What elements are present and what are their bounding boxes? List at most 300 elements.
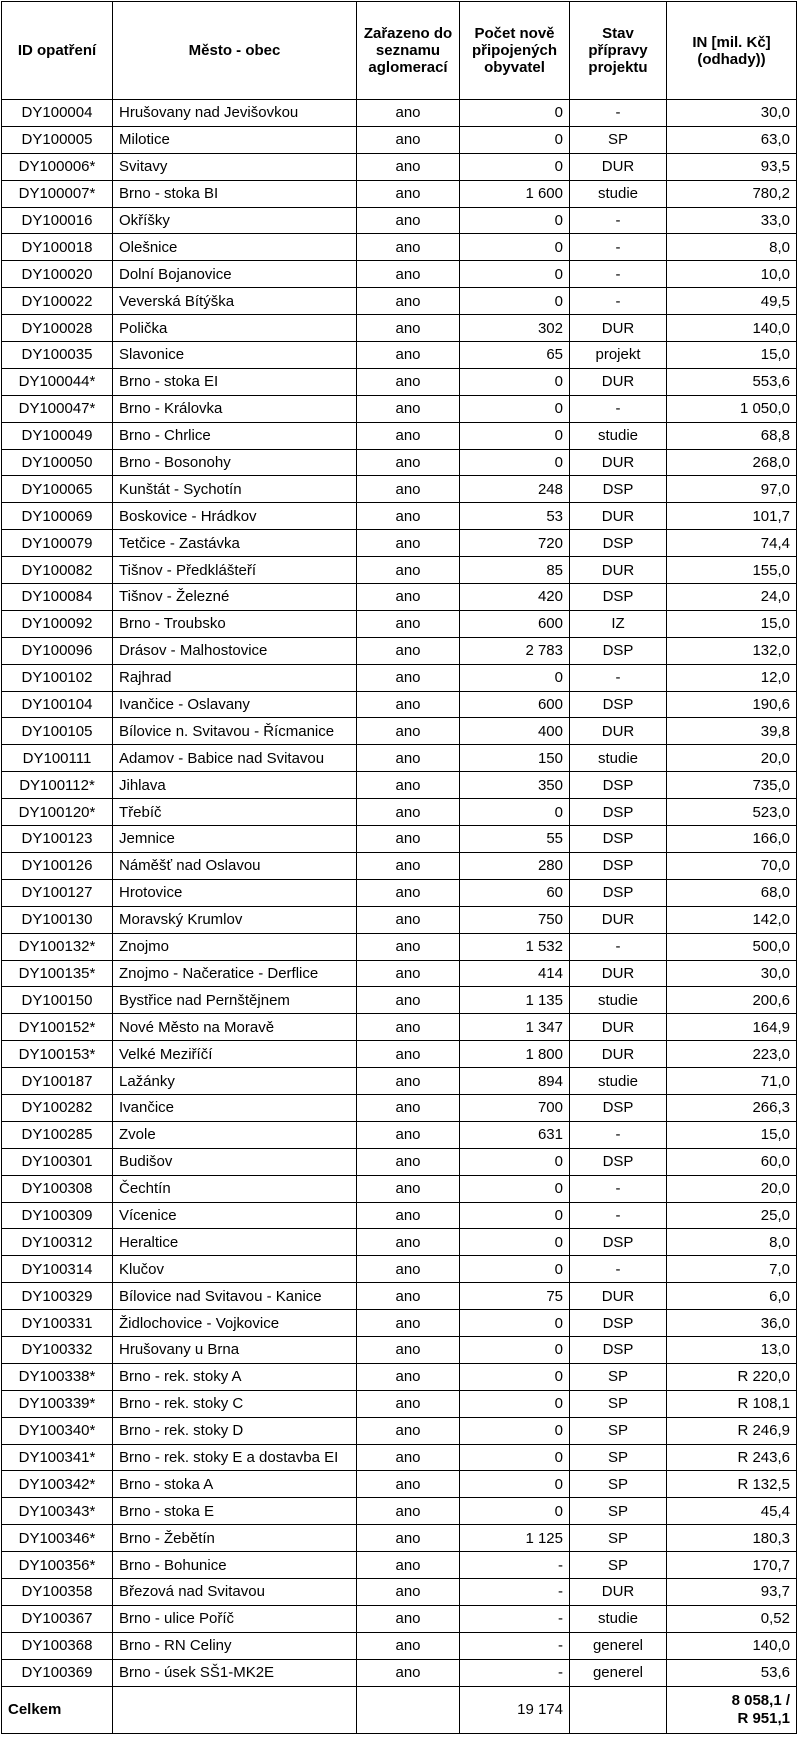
table-row <box>2 1632 797 1659</box>
cell-in: 15,0 <box>667 1121 797 1148</box>
cell-pocet: 0 <box>460 1390 570 1417</box>
header-id: ID opatření <box>2 2 113 100</box>
cell-stav: - <box>570 234 667 261</box>
cell-mesto: Brno - rek. stoky C <box>113 1390 357 1417</box>
table-header <box>2 2 797 100</box>
cell-pocet: 0 <box>460 1175 570 1202</box>
cell-stav: - <box>570 933 667 960</box>
cell-in: 60,0 <box>667 1148 797 1175</box>
cell-id: DY100047* <box>2 395 113 422</box>
total-empty-cell <box>570 1686 667 1733</box>
cell-id: DY100016 <box>2 207 113 234</box>
cell-zarazeno: ano <box>357 476 460 503</box>
cell-mesto: Budišov <box>113 1148 357 1175</box>
cell-in: 132,0 <box>667 637 797 664</box>
cell-stav: studie <box>570 1068 667 1095</box>
cell-mesto: Náměšť nad Oslavou <box>113 852 357 879</box>
cell-stav: DSP <box>570 637 667 664</box>
cell-stav: SP <box>570 1498 667 1525</box>
cell-in: 20,0 <box>667 745 797 772</box>
cell-id: DY100187 <box>2 1068 113 1095</box>
total-row <box>2 1686 797 1733</box>
cell-mesto: Moravský Krumlov <box>113 906 357 933</box>
cell-stav: DUR <box>570 153 667 180</box>
cell-id: DY100082 <box>2 557 113 584</box>
table-row <box>2 1417 797 1444</box>
cell-id: DY100341* <box>2 1444 113 1471</box>
cell-pocet: - <box>460 1632 570 1659</box>
cell-pocet: 0 <box>460 1363 570 1390</box>
cell-mesto: Olešnice <box>113 234 357 261</box>
cell-id: DY100329 <box>2 1283 113 1310</box>
cell-mesto: Brno - Chrlice <box>113 422 357 449</box>
cell-zarazeno: ano <box>357 1444 460 1471</box>
table-row <box>2 422 797 449</box>
cell-mesto: Tišnov - Železné <box>113 584 357 611</box>
cell-stav: DSP <box>570 772 667 799</box>
cell-stav: studie <box>570 987 667 1014</box>
cell-mesto: Třebíč <box>113 799 357 826</box>
cell-id: DY100105 <box>2 718 113 745</box>
cell-in: 20,0 <box>667 1175 797 1202</box>
cell-mesto: Milotice <box>113 126 357 153</box>
cell-id: DY100150 <box>2 987 113 1014</box>
table-row <box>2 610 797 637</box>
cell-mesto: Bílovice nad Svitavou - Kanice <box>113 1283 357 1310</box>
cell-id: DY100007* <box>2 180 113 207</box>
cell-pocet: 0 <box>460 234 570 261</box>
cell-in: 24,0 <box>667 584 797 611</box>
cell-zarazeno: ano <box>357 664 460 691</box>
cell-stav: DUR <box>570 1578 667 1605</box>
cell-zarazeno: ano <box>357 826 460 853</box>
cell-stav: studie <box>570 180 667 207</box>
cell-zarazeno: ano <box>357 1014 460 1041</box>
table-row <box>2 1605 797 1632</box>
cell-stav: DSP <box>570 476 667 503</box>
table-row <box>2 960 797 987</box>
cell-in: 164,9 <box>667 1014 797 1041</box>
cell-mesto: Brno - úsek SŠ1-MK2E <box>113 1659 357 1686</box>
cell-stav: SP <box>570 1525 667 1552</box>
cell-pocet: 414 <box>460 960 570 987</box>
cell-mesto: Židlochovice - Vojkovice <box>113 1310 357 1337</box>
cell-in: 15,0 <box>667 610 797 637</box>
cell-stav: generel <box>570 1659 667 1686</box>
cell-id: DY100346* <box>2 1525 113 1552</box>
cell-stav: DSP <box>570 691 667 718</box>
cell-id: DY100123 <box>2 826 113 853</box>
table-footer <box>2 1686 797 1733</box>
table-row <box>2 1390 797 1417</box>
table-row <box>2 1256 797 1283</box>
cell-mesto: Brno - Bosonohy <box>113 449 357 476</box>
cell-id: DY100005 <box>2 126 113 153</box>
cell-stav: DSP <box>570 1310 667 1337</box>
cell-pocet: 280 <box>460 852 570 879</box>
cell-zarazeno: ano <box>357 852 460 879</box>
cell-id: DY100079 <box>2 530 113 557</box>
cell-zarazeno: ano <box>357 960 460 987</box>
cell-stav: - <box>570 1256 667 1283</box>
cell-id: DY100112* <box>2 772 113 799</box>
cell-pocet: 302 <box>460 315 570 342</box>
cell-stav: SP <box>570 1444 667 1471</box>
cell-mesto: Ivančice - Oslavany <box>113 691 357 718</box>
cell-in: 30,0 <box>667 100 797 127</box>
cell-pocet: 1 347 <box>460 1014 570 1041</box>
cell-mesto: Boskovice - Hrádkov <box>113 503 357 530</box>
table-row <box>2 153 797 180</box>
cell-stav: DSP <box>570 1229 667 1256</box>
cell-id: DY100020 <box>2 261 113 288</box>
cell-zarazeno: ano <box>357 1552 460 1579</box>
cell-pocet: 1 125 <box>460 1525 570 1552</box>
cell-mesto: Znojmo <box>113 933 357 960</box>
cell-mesto: Brno - stoka E <box>113 1498 357 1525</box>
cell-stav: SP <box>570 1417 667 1444</box>
cell-zarazeno: ano <box>357 207 460 234</box>
cell-in: 53,6 <box>667 1659 797 1686</box>
cell-zarazeno: ano <box>357 100 460 127</box>
cell-in: 180,3 <box>667 1525 797 1552</box>
cell-pocet: 0 <box>460 1202 570 1229</box>
cell-zarazeno: ano <box>357 530 460 557</box>
cell-zarazeno: ano <box>357 1525 460 1552</box>
cell-stav: SP <box>570 1471 667 1498</box>
cell-mesto: Heraltice <box>113 1229 357 1256</box>
cell-stav: IZ <box>570 610 667 637</box>
cell-stav: - <box>570 664 667 691</box>
cell-mesto: Zvole <box>113 1121 357 1148</box>
cell-id: DY100130 <box>2 906 113 933</box>
cell-id: DY100120* <box>2 799 113 826</box>
cell-mesto: Hrušovany nad Jevišovkou <box>113 100 357 127</box>
cell-zarazeno: ano <box>357 1605 460 1632</box>
cell-stav: studie <box>570 1605 667 1632</box>
table-row <box>2 180 797 207</box>
table-row <box>2 1498 797 1525</box>
cell-zarazeno: ano <box>357 1471 460 1498</box>
cell-zarazeno: ano <box>357 745 460 772</box>
cell-id: DY100340* <box>2 1417 113 1444</box>
cell-pocet: 0 <box>460 1417 570 1444</box>
table-row <box>2 1659 797 1686</box>
header-pocet: Počet nově připojených obyvatel <box>460 2 570 100</box>
table-row <box>2 664 797 691</box>
cell-stav: DUR <box>570 960 667 987</box>
cell-in: 223,0 <box>667 1041 797 1068</box>
cell-id: DY100339* <box>2 1390 113 1417</box>
cell-stav: DSP <box>570 1094 667 1121</box>
cell-in: 140,0 <box>667 315 797 342</box>
cell-mesto: Brno - stoka A <box>113 1471 357 1498</box>
cell-id: DY100049 <box>2 422 113 449</box>
cell-zarazeno: ano <box>357 1175 460 1202</box>
header-in: IN [mil. Kč] (odhady)) <box>667 2 797 100</box>
cell-pocet: 0 <box>460 1256 570 1283</box>
cell-in: 553,6 <box>667 368 797 395</box>
cell-pocet: 720 <box>460 530 570 557</box>
table-row <box>2 100 797 127</box>
cell-in: 30,0 <box>667 960 797 987</box>
cell-zarazeno: ano <box>357 288 460 315</box>
cell-id: DY100022 <box>2 288 113 315</box>
cell-in: 33,0 <box>667 207 797 234</box>
cell-zarazeno: ano <box>357 584 460 611</box>
cell-in: 49,5 <box>667 288 797 315</box>
cell-mesto: Brno - stoka EI <box>113 368 357 395</box>
table-row <box>2 852 797 879</box>
table-row <box>2 906 797 933</box>
cell-stav: SP <box>570 1363 667 1390</box>
cell-pocet: 0 <box>460 664 570 691</box>
cell-in: 500,0 <box>667 933 797 960</box>
cell-pocet: 600 <box>460 691 570 718</box>
cell-zarazeno: ano <box>357 1632 460 1659</box>
cell-stav: - <box>570 1175 667 1202</box>
cell-stav: projekt <box>570 342 667 369</box>
cell-stav: DSP <box>570 1148 667 1175</box>
table-row <box>2 1552 797 1579</box>
cell-id: DY100102 <box>2 664 113 691</box>
table-row <box>2 691 797 718</box>
table-row <box>2 315 797 342</box>
cell-zarazeno: ano <box>357 153 460 180</box>
cell-in: 70,0 <box>667 852 797 879</box>
table-row <box>2 449 797 476</box>
cell-stav: - <box>570 1121 667 1148</box>
cell-stav: DSP <box>570 826 667 853</box>
cell-zarazeno: ano <box>357 1041 460 1068</box>
cell-zarazeno: ano <box>357 368 460 395</box>
table-row <box>2 342 797 369</box>
cell-mesto: Tetčice - Zastávka <box>113 530 357 557</box>
cell-pocet: 0 <box>460 1444 570 1471</box>
cell-zarazeno: ano <box>357 1202 460 1229</box>
cell-stav: DUR <box>570 1014 667 1041</box>
cell-id: DY100018 <box>2 234 113 261</box>
cell-in: R 243,6 <box>667 1444 797 1471</box>
cell-in: 68,8 <box>667 422 797 449</box>
cell-stav: SP <box>570 1552 667 1579</box>
table-row <box>2 1444 797 1471</box>
cell-stav: DSP <box>570 852 667 879</box>
cell-pocet: 0 <box>460 1229 570 1256</box>
cell-id: DY100314 <box>2 1256 113 1283</box>
cell-in: 155,0 <box>667 557 797 584</box>
cell-id: DY100285 <box>2 1121 113 1148</box>
cell-in: R 108,1 <box>667 1390 797 1417</box>
cell-zarazeno: ano <box>357 234 460 261</box>
cell-id: DY100096 <box>2 637 113 664</box>
cell-in: 15,0 <box>667 342 797 369</box>
cell-pocet: 1 800 <box>460 1041 570 1068</box>
cell-stav: DUR <box>570 1041 667 1068</box>
cell-stav: DUR <box>570 906 667 933</box>
cell-mesto: Znojmo - Načeratice - Derflice <box>113 960 357 987</box>
cell-in: 266,3 <box>667 1094 797 1121</box>
cell-mesto: Klučov <box>113 1256 357 1283</box>
cell-mesto: Brno - Troubsko <box>113 610 357 637</box>
cell-stav: DUR <box>570 449 667 476</box>
cell-stav: - <box>570 100 667 127</box>
cell-in: 735,0 <box>667 772 797 799</box>
cell-in: 780,2 <box>667 180 797 207</box>
table-row <box>2 1336 797 1363</box>
cell-in: 36,0 <box>667 1310 797 1337</box>
cell-stav: DUR <box>570 368 667 395</box>
cell-mesto: Drásov - Malhostovice <box>113 637 357 664</box>
cell-id: DY100044* <box>2 368 113 395</box>
investment-table <box>1 1 797 1734</box>
table-row <box>2 1363 797 1390</box>
table-row <box>2 476 797 503</box>
cell-zarazeno: ano <box>357 1229 460 1256</box>
cell-stav: DSP <box>570 530 667 557</box>
table-row <box>2 557 797 584</box>
table-row <box>2 1041 797 1068</box>
cell-pocet: 248 <box>460 476 570 503</box>
cell-zarazeno: ano <box>357 718 460 745</box>
cell-zarazeno: ano <box>357 557 460 584</box>
cell-mesto: Veverská Bítýška <box>113 288 357 315</box>
cell-id: DY100342* <box>2 1471 113 1498</box>
table-row <box>2 1094 797 1121</box>
cell-id: DY100132* <box>2 933 113 960</box>
cell-pocet: 0 <box>460 1471 570 1498</box>
cell-pocet: 60 <box>460 879 570 906</box>
cell-id: DY100065 <box>2 476 113 503</box>
cell-stav: DSP <box>570 1336 667 1363</box>
cell-in: 45,4 <box>667 1498 797 1525</box>
cell-zarazeno: ano <box>357 1256 460 1283</box>
cell-zarazeno: ano <box>357 1498 460 1525</box>
cell-id: DY100338* <box>2 1363 113 1390</box>
cell-pocet: 350 <box>460 772 570 799</box>
cell-in: 8,0 <box>667 1229 797 1256</box>
cell-pocet: - <box>460 1552 570 1579</box>
cell-mesto: Brno - ulice Poříč <box>113 1605 357 1632</box>
table-row <box>2 1229 797 1256</box>
header-zarazeno: Zařazeno do seznamu aglomerací <box>357 2 460 100</box>
cell-in: 68,0 <box>667 879 797 906</box>
cell-pocet: 0 <box>460 207 570 234</box>
cell-stav: DSP <box>570 799 667 826</box>
cell-in: 101,7 <box>667 503 797 530</box>
cell-zarazeno: ano <box>357 637 460 664</box>
table-row <box>2 1202 797 1229</box>
cell-stav: studie <box>570 422 667 449</box>
cell-zarazeno: ano <box>357 933 460 960</box>
cell-pocet: 750 <box>460 906 570 933</box>
total-empty-cell <box>357 1686 460 1733</box>
cell-pocet: 150 <box>460 745 570 772</box>
cell-zarazeno: ano <box>357 1283 460 1310</box>
cell-stav: SP <box>570 126 667 153</box>
cell-mesto: Velké Meziříčí <box>113 1041 357 1068</box>
cell-mesto: Brno - stoka BI <box>113 180 357 207</box>
cell-id: DY100092 <box>2 610 113 637</box>
cell-pocet: 0 <box>460 1148 570 1175</box>
table-row <box>2 234 797 261</box>
cell-stav: DUR <box>570 315 667 342</box>
cell-mesto: Vícenice <box>113 1202 357 1229</box>
cell-id: DY100301 <box>2 1148 113 1175</box>
table-body <box>2 100 797 1687</box>
cell-pocet: 420 <box>460 584 570 611</box>
table-row <box>2 1014 797 1041</box>
cell-pocet: 1 600 <box>460 180 570 207</box>
cell-pocet: 0 <box>460 261 570 288</box>
cell-in: 7,0 <box>667 1256 797 1283</box>
cell-pocet: - <box>460 1659 570 1686</box>
cell-zarazeno: ano <box>357 1310 460 1337</box>
cell-pocet: 400 <box>460 718 570 745</box>
cell-zarazeno: ano <box>357 906 460 933</box>
cell-stav: SP <box>570 1390 667 1417</box>
cell-in: 142,0 <box>667 906 797 933</box>
cell-stav: studie <box>570 745 667 772</box>
cell-in: R 132,5 <box>667 1471 797 1498</box>
cell-id: DY100368 <box>2 1632 113 1659</box>
cell-pocet: 0 <box>460 100 570 127</box>
table-row <box>2 772 797 799</box>
cell-id: DY100004 <box>2 100 113 127</box>
cell-zarazeno: ano <box>357 879 460 906</box>
cell-zarazeno: ano <box>357 315 460 342</box>
cell-stav: DUR <box>570 1283 667 1310</box>
cell-id: DY100111 <box>2 745 113 772</box>
cell-in: 0,52 <box>667 1605 797 1632</box>
cell-pocet: - <box>460 1578 570 1605</box>
cell-pocet: 0 <box>460 153 570 180</box>
cell-id: DY100153* <box>2 1041 113 1068</box>
table-row <box>2 395 797 422</box>
cell-id: DY100358 <box>2 1578 113 1605</box>
cell-in: 8,0 <box>667 234 797 261</box>
cell-mesto: Polička <box>113 315 357 342</box>
cell-mesto: Jihlava <box>113 772 357 799</box>
total-in-line1: 8 058,1 / <box>731 1691 790 1709</box>
cell-pocet: 0 <box>460 1336 570 1363</box>
cell-mesto: Brno - rek. stoky E a dostavba EI <box>113 1444 357 1471</box>
cell-mesto: Bílovice n. Svitavou - Řícmanice <box>113 718 357 745</box>
table-row <box>2 1175 797 1202</box>
cell-in: 200,6 <box>667 987 797 1014</box>
cell-pocet: 0 <box>460 1310 570 1337</box>
cell-mesto: Brno - Bohunice <box>113 1552 357 1579</box>
cell-zarazeno: ano <box>357 1068 460 1095</box>
total-label: Celkem <box>2 1686 113 1733</box>
cell-zarazeno: ano <box>357 1578 460 1605</box>
cell-pocet: 53 <box>460 503 570 530</box>
cell-stav: generel <box>570 1632 667 1659</box>
table-row <box>2 288 797 315</box>
cell-stav: DUR <box>570 503 667 530</box>
cell-in: 10,0 <box>667 261 797 288</box>
cell-pocet: 1 135 <box>460 987 570 1014</box>
cell-stav: DUR <box>570 718 667 745</box>
cell-zarazeno: ano <box>357 1659 460 1686</box>
cell-id: DY100035 <box>2 342 113 369</box>
cell-stav: - <box>570 261 667 288</box>
cell-pocet: 0 <box>460 1498 570 1525</box>
cell-in: 170,7 <box>667 1552 797 1579</box>
cell-in: 12,0 <box>667 664 797 691</box>
cell-pocet: 631 <box>460 1121 570 1148</box>
cell-mesto: Svitavy <box>113 153 357 180</box>
